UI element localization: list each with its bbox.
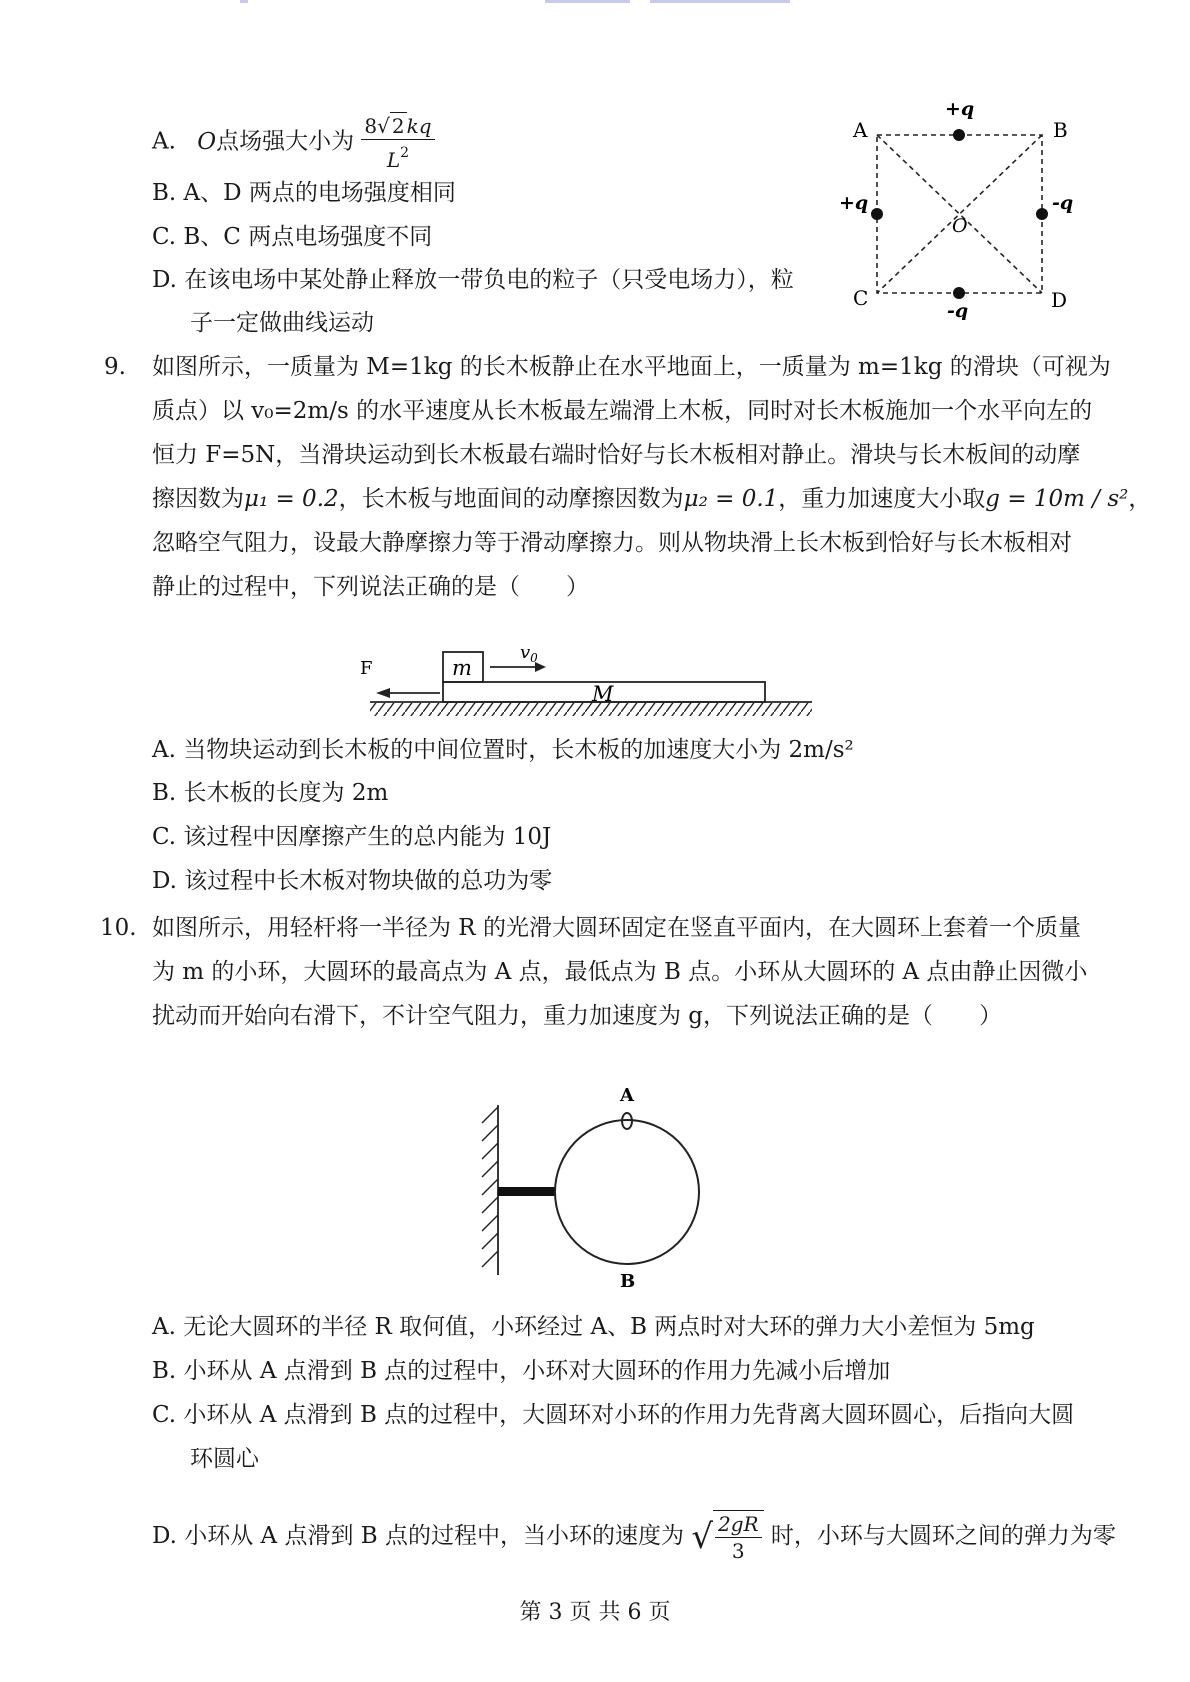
q8-option-b: B. A、D 两点的电场强度相同: [152, 180, 456, 206]
q10-option-b: B. 小环从 A 点滑到 B 点的过程中，小环对大圆环的作用力先减小后增加: [152, 1358, 891, 1384]
light-rod: [498, 1187, 555, 1196]
option-label: A.: [152, 128, 176, 155]
label-b: B: [620, 1271, 636, 1290]
label-a: A: [620, 1085, 634, 1106]
q10-option-a: A. 无论大圆环的半径 R 取何值，小环经过 A、B 两点时对大环的弹力大小差恒为 5mg: [152, 1314, 1035, 1340]
charge-bottom: [953, 287, 965, 299]
charge-left: [871, 208, 883, 220]
ground-hatch: [370, 703, 812, 716]
q10-option-d: [152, 1510, 1116, 1564]
option-text-end: 时，小环与大圆环之间的弹力为零: [770, 1523, 1116, 1549]
label-o: O: [952, 215, 968, 237]
option-text: D. 小环从 A 点滑到 B 点的过程中，当小环的速度为: [152, 1523, 684, 1549]
page-number: 第 3 页 共 6 页: [519, 1600, 671, 1625]
scan-mark: [650, 0, 790, 3]
q9-stem-line3: 恒力 F=5N，当滑块运动到长木板最右端时恰好与长木板相对静止。滑块与长木板间的动摩: [152, 442, 1081, 468]
q10-number: 10.: [100, 915, 137, 941]
symbol-o: O: [197, 128, 217, 155]
q9-stem-line5: 忽略空气阻力，设最大静摩擦力等于滑动摩擦力。则从物块滑上长木板到恰好与长木板相对: [152, 530, 1072, 556]
label-a: A: [853, 118, 868, 142]
q8-option-d-line1: D. 在该电场中某处静止释放一带负电的粒子（只受电场力），粒: [152, 267, 794, 293]
label-c: C: [853, 286, 869, 310]
large-ring: [555, 1120, 699, 1264]
label-right-charge: -q: [1052, 192, 1074, 214]
velocity-fraction: $\frac{2gR}{3}$: [713, 1510, 764, 1564]
scan-mark: [240, 0, 248, 3]
charge-square-diagram: [835, 95, 1095, 320]
q10-stem-line2: 为 m 的小环，大圆环的最高点为 A 点，最低点为 B 点。小环从大圆环的 A 点由静止因微小: [152, 959, 1088, 985]
mu1-value: μ₁ = 0.2: [244, 486, 339, 512]
q8-option-c: C. B、C 两点电场强度不同: [152, 224, 433, 250]
ring-wall-diagram: [470, 1065, 730, 1290]
q10-option-c-line1: C. 小环从 A 点滑到 B 点的过程中，大圆环对小环的作用力先背离大圆环圆心，后指向大圆: [152, 1402, 1075, 1428]
scan-mark: [545, 0, 630, 3]
q9-stem-line1: 如图所示，一质量为 M=1kg 的长木板静止在水平地面上，一质量为 m=1kg 的滑块（可视为: [152, 354, 1111, 380]
q9-option-a: A. 当物块运动到长木板的中间位置时，长木板的加速度大小为 2m/s²: [152, 737, 854, 763]
field-strength-fraction: $\frac{8√ 2 kq}{L^2}$: [361, 112, 434, 173]
label-b: B: [1053, 118, 1068, 142]
q10-option-c-line2: 环圆心: [190, 1446, 259, 1472]
q10-stem-line1: 如图所示，用轻杆将一半径为 R 的光滑大圆环固定在竖直平面内，在大圆环上套着一个质量: [152, 915, 1081, 941]
q9-option-b: B. 长木板的长度为 2m: [152, 780, 389, 806]
block-board-diagram: [360, 640, 820, 730]
force-arrowhead: [376, 688, 390, 698]
label-top-charge: +q: [945, 98, 975, 120]
label-left-charge: +q: [839, 192, 869, 214]
charge-top: [953, 129, 965, 141]
q8-option-a: [152, 112, 435, 173]
option-text: 点场强大小为: [216, 128, 355, 155]
q9-option-c: C. 该过程中因摩擦产生的总内能为 10J: [152, 824, 552, 850]
sqrt-sign: √: [691, 1517, 713, 1557]
wall-hatch: [482, 1107, 498, 1267]
q10-stem-line3: 扰动而开始向右滑下，不计空气阻力，重力加速度为 g，下列说法正确的是（ ）: [152, 1003, 1003, 1029]
label-m: m: [452, 656, 472, 680]
q9-option-d: D. 该过程中长木板对物块做的总功为零: [152, 868, 553, 894]
charge-right: [1036, 208, 1048, 220]
label-f: F: [360, 658, 373, 679]
g-value: g = 10m / s²: [985, 486, 1129, 512]
mu2-value: μ₂ = 0.1: [683, 486, 779, 512]
label-bottom-charge: -q: [947, 300, 969, 320]
label-d: D: [1051, 288, 1068, 312]
label-big-m: M: [592, 682, 614, 706]
q9-number: 9.: [104, 354, 126, 380]
q9-stem-line2: 质点）以 v₀=2m/s 的水平速度从长木板最左端滑上木板，同时对长木板施加一个水平向左的: [152, 398, 1093, 424]
q8-option-d-line2: 子一定做曲线运动: [190, 310, 374, 336]
label-v0: $v_0$: [520, 642, 538, 665]
q9-stem-line6: 静止的过程中，下列说法正确的是（ ）: [152, 574, 589, 600]
q9-stem-line4: 擦因数为μ₁ = 0.2，长木板与地面间的动摩擦因数为μ₂ = 0.1，重力加速度大小取g = 10m / s²，: [152, 486, 1152, 512]
